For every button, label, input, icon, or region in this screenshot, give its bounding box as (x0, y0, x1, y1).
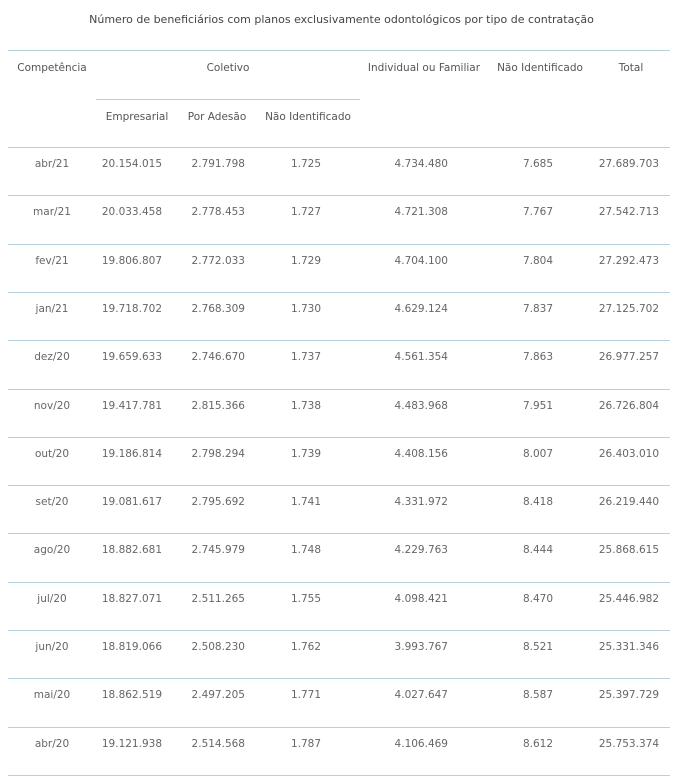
cell-total: 26.977.257 (598, 351, 659, 364)
cell-nao-identificado: 7.863 (522, 351, 553, 364)
cell-competencia: fev/21 (35, 254, 69, 267)
cell-total: 27.689.703 (598, 158, 659, 170)
row-divider (8, 485, 670, 486)
row-divider (8, 630, 670, 631)
cell-empresarial: 19.659.633 (101, 351, 162, 364)
cell-por-adesao: 2.798.294 (191, 447, 245, 460)
row-divider (8, 582, 670, 583)
cell-total: 25.397.729 (598, 689, 659, 702)
cell-total: 25.331.346 (598, 641, 659, 653)
row-divider (8, 775, 670, 776)
cell-coletivo-nao-identificado: 1.729 (290, 254, 321, 267)
cell-total: 27.292.473 (598, 254, 659, 267)
cell-nao-identificado: 7.685 (522, 158, 553, 170)
cell-empresarial: 20.154.015 (101, 158, 162, 170)
cell-por-adesao: 2.514.568 (191, 737, 245, 750)
cell-individual-familiar: 4.721.308 (394, 206, 448, 219)
cell-nao-identificado: 8.612 (522, 737, 553, 750)
cell-competencia: nov/20 (33, 399, 71, 412)
cell-total: 26.726.804 (598, 399, 659, 412)
cell-competencia: abr/20 (34, 737, 70, 750)
cell-empresarial: 19.806.807 (101, 254, 162, 267)
cell-individual-familiar: 4.629.124 (394, 302, 448, 315)
cell-empresarial: 19.081.617 (101, 496, 162, 509)
cell-individual-familiar: 4.331.972 (394, 496, 448, 509)
cell-nao-identificado: 8.418 (522, 496, 553, 509)
row-divider (8, 195, 670, 196)
cell-coletivo-nao-identificado: 1.737 (290, 351, 321, 364)
cell-por-adesao: 2.772.033 (191, 254, 245, 267)
cell-total: 27.125.702 (598, 302, 659, 315)
row-divider (8, 727, 670, 728)
cell-por-adesao: 2.497.205 (191, 689, 245, 702)
cell-total: 25.753.374 (598, 737, 659, 750)
cell-individual-familiar: 4.098.421 (394, 592, 448, 605)
cell-individual-familiar: 4.229.763 (394, 544, 448, 557)
cell-coletivo-nao-identificado: 1.787 (290, 737, 321, 750)
cell-empresarial: 19.186.814 (101, 447, 162, 460)
cell-nao-identificado: 8.521 (522, 641, 553, 653)
cell-coletivo-nao-identificado: 1.755 (290, 592, 321, 605)
cell-total: 26.219.440 (598, 496, 659, 509)
header-empresarial: Empresarial (105, 111, 169, 123)
coletivo-group-underline (96, 99, 360, 100)
cell-nao-identificado: 8.587 (522, 689, 553, 702)
cell-individual-familiar: 4.106.469 (394, 737, 448, 750)
cell-por-adesao: 2.746.670 (191, 351, 245, 364)
cell-empresarial: 20.033.458 (101, 206, 162, 219)
header-coletivo: Coletivo (206, 62, 250, 74)
cell-competencia: dez/20 (34, 351, 70, 364)
cell-coletivo-nao-identificado: 1.730 (290, 302, 321, 315)
cell-empresarial: 19.417.781 (101, 399, 162, 412)
cell-coletivo-nao-identificado: 1.738 (290, 399, 321, 412)
cell-por-adesao: 2.745.979 (191, 544, 245, 557)
cell-competencia: out/20 (34, 447, 70, 460)
header-bottom-border (8, 147, 670, 148)
cell-total: 25.446.982 (598, 592, 659, 605)
cell-competencia: jan/21 (35, 302, 69, 315)
row-divider (8, 437, 670, 438)
row-divider (8, 292, 670, 293)
cell-coletivo-nao-identificado: 1.748 (290, 544, 321, 557)
cell-competencia: mai/20 (33, 689, 71, 702)
cell-coletivo-nao-identificado: 1.725 (290, 158, 321, 170)
cell-nao-identificado: 7.837 (522, 302, 553, 315)
cell-competencia: jun/20 (35, 641, 69, 653)
row-divider (8, 340, 670, 341)
cell-empresarial: 18.862.519 (101, 689, 162, 702)
cell-por-adesao: 2.815.366 (191, 399, 245, 412)
cell-nao-identificado: 8.470 (522, 592, 553, 605)
cell-competencia: set/20 (35, 496, 69, 509)
cell-empresarial: 19.718.702 (101, 302, 162, 315)
cell-nao-identificado: 8.444 (522, 544, 553, 557)
cell-empresarial: 18.827.071 (101, 592, 162, 605)
cell-coletivo-nao-identificado: 1.739 (290, 447, 321, 460)
cell-coletivo-nao-identificado: 1.762 (290, 641, 321, 653)
cell-por-adesao: 2.511.265 (191, 592, 245, 605)
cell-por-adesao: 2.508.230 (191, 641, 245, 653)
table-top-border (8, 50, 670, 51)
cell-empresarial: 18.882.681 (101, 544, 162, 557)
cell-competencia: mar/21 (33, 206, 71, 219)
cell-total: 27.542.713 (598, 206, 659, 219)
cell-individual-familiar: 4.408.156 (394, 447, 448, 460)
cell-individual-familiar: 4.704.100 (394, 254, 448, 267)
cell-nao-identificado: 7.951 (522, 399, 553, 412)
cell-por-adesao: 2.768.309 (191, 302, 245, 315)
header-competencia: Competência (17, 62, 87, 74)
header-nao-identificado: Não Identificado (497, 62, 583, 74)
cell-coletivo-nao-identificado: 1.771 (290, 689, 321, 702)
cell-total: 25.868.615 (598, 544, 659, 557)
cell-individual-familiar: 4.483.968 (394, 399, 448, 412)
cell-nao-identificado: 7.804 (522, 254, 553, 267)
cell-empresarial: 19.121.938 (101, 737, 162, 750)
cell-competencia: ago/20 (33, 544, 71, 557)
cell-empresarial: 18.819.066 (101, 641, 162, 653)
row-divider (8, 244, 670, 245)
cell-individual-familiar: 4.027.647 (394, 689, 448, 702)
cell-individual-familiar: 3.993.767 (394, 641, 448, 653)
row-divider (8, 389, 670, 390)
header-individual-familiar: Individual ou Familiar (367, 62, 481, 74)
cell-por-adesao: 2.795.692 (191, 496, 245, 509)
cell-nao-identificado: 8.007 (522, 447, 553, 460)
cell-coletivo-nao-identificado: 1.727 (290, 206, 321, 219)
cell-por-adesao: 2.791.798 (191, 158, 245, 170)
row-divider (8, 533, 670, 534)
cell-individual-familiar: 4.561.354 (394, 351, 448, 364)
header-por-adesao: Por Adesão (187, 111, 247, 123)
cell-competencia: abr/21 (34, 158, 70, 170)
cell-individual-familiar: 4.734.480 (394, 158, 448, 170)
cell-nao-identificado: 7.767 (522, 206, 553, 219)
cell-coletivo-nao-identificado: 1.741 (290, 496, 321, 509)
header-total: Total (618, 62, 644, 74)
row-divider (8, 678, 670, 679)
cell-competencia: jul/20 (37, 592, 67, 605)
header-coletivo-nao-identificado: Não Identificado (265, 111, 351, 123)
cell-total: 26.403.010 (598, 447, 659, 460)
cell-por-adesao: 2.778.453 (191, 206, 245, 219)
table-caption: Número de beneficiários com planos exclusivamente odontológicos por tipo de contratação (89, 13, 594, 26)
